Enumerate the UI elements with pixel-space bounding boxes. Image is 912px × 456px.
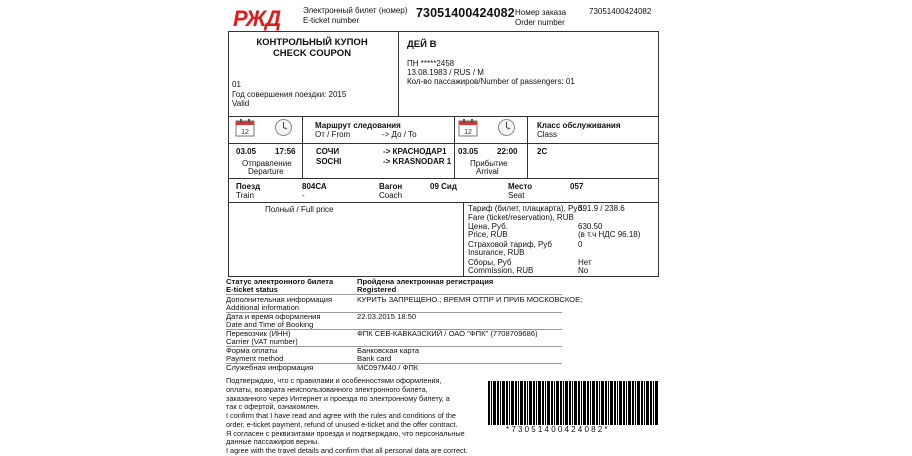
commission-value-en: No bbox=[578, 266, 589, 275]
from-station-en: SOCHI bbox=[316, 157, 342, 166]
order-label-ru: Номер заказа bbox=[515, 8, 567, 17]
barcode-bar bbox=[551, 381, 553, 425]
barcode-bar bbox=[605, 381, 607, 425]
booking-label-en: Date and Time of Booking bbox=[226, 320, 314, 329]
divider bbox=[228, 178, 659, 179]
price-label-en: Price, RUB bbox=[468, 230, 508, 239]
barcode bbox=[487, 381, 659, 425]
info-label-en: Additional information bbox=[226, 303, 300, 312]
svg-text:РЖД: РЖД bbox=[233, 6, 281, 31]
barcode-bar bbox=[626, 381, 627, 425]
valid-year: Год совершения поездки: 2015 bbox=[232, 90, 347, 99]
barcode-bar bbox=[608, 381, 609, 425]
confirm-line: Я согласен с реквизитами проезда и подтверждаю, что персональные bbox=[226, 428, 465, 438]
coach-label-ru: Вагон bbox=[379, 182, 403, 191]
commission-label-ru: Сборы, Руб bbox=[468, 258, 512, 267]
barcode-bar bbox=[538, 381, 541, 425]
train-dash: - bbox=[302, 191, 305, 200]
barcode-bar bbox=[554, 381, 555, 425]
passenger-birth: 13.08.1983 / RUS / M bbox=[407, 68, 484, 77]
payment-label-ru: Форма оплаты bbox=[226, 346, 278, 355]
barcode-bar bbox=[556, 381, 559, 425]
booking-label-ru: Дата и время оформления bbox=[226, 312, 321, 321]
class-value: 2С bbox=[537, 147, 548, 156]
tariff-label-ru: Тариф (билет, плацкарта), Руб. bbox=[468, 204, 585, 213]
train-label-en: Train bbox=[236, 191, 254, 200]
service-value: МС097М40 / ФПК bbox=[357, 363, 419, 372]
divider bbox=[228, 202, 659, 203]
route-from-label: От / From bbox=[315, 130, 351, 139]
insurance-label-en: Insurance, RUB bbox=[468, 248, 525, 257]
arrival-date: 03.05 bbox=[458, 147, 479, 156]
barcode-bar bbox=[509, 381, 510, 425]
barcode-bar bbox=[563, 381, 564, 425]
barcode-bar bbox=[599, 381, 600, 425]
barcode-bar bbox=[635, 381, 636, 425]
confirmation-text bbox=[226, 377, 478, 456]
barcode-bar bbox=[617, 381, 618, 425]
confirm-line: I confirm that I have read and agree with the rules and conditions of the bbox=[226, 411, 456, 420]
payment-label-en: Payment method bbox=[226, 354, 284, 363]
barcode-bar bbox=[493, 381, 496, 425]
coupon-code: 01 bbox=[232, 80, 241, 89]
barcode-bar bbox=[515, 381, 517, 425]
payment-value-en: Bank card bbox=[357, 354, 392, 363]
barcode-bar bbox=[632, 381, 634, 425]
barcode-bar bbox=[524, 381, 526, 425]
eticket-label-en: E-ticket number bbox=[303, 16, 360, 25]
coupon-title-ru: КОНТРОЛЬНЫЙ КУПОН bbox=[256, 37, 368, 48]
arrival-label-ru: Прибытие bbox=[470, 159, 508, 168]
passenger-count: Кол-во пассажиров/Number of passengers: 01 bbox=[407, 77, 575, 86]
barcode-bar bbox=[560, 381, 562, 425]
price-type: Полный / Full price bbox=[265, 205, 334, 214]
class-label-en: Class bbox=[537, 130, 558, 139]
confirm-line: данные пассажиров верны. bbox=[226, 437, 320, 447]
barcode-bar bbox=[502, 381, 505, 425]
svg-text:12: 12 bbox=[464, 129, 472, 136]
barcode-bar bbox=[644, 381, 645, 425]
route-to-label: -> До / To bbox=[382, 130, 417, 139]
carrier-value: ФПК СЕВ-КАВКАЗСКИЙ / ОАО "ФПК" (7708709686) bbox=[357, 329, 538, 338]
barcode-bar bbox=[610, 381, 613, 425]
divider bbox=[228, 116, 659, 117]
svg-text:12: 12 bbox=[241, 129, 249, 136]
price-label-ru: Цена, Руб. bbox=[468, 222, 508, 231]
passenger-name: ДЕЙ В bbox=[407, 39, 437, 50]
service-label: Служебная информация bbox=[226, 363, 314, 372]
arrival-label-en: Arrival bbox=[476, 167, 499, 176]
barcode-bar bbox=[637, 381, 640, 425]
divider bbox=[398, 31, 399, 117]
seat-value: 057 bbox=[570, 182, 584, 191]
from-station-ru: СОЧИ bbox=[316, 147, 340, 156]
barcode-bar bbox=[619, 381, 622, 425]
barcode-bar bbox=[533, 381, 535, 425]
barcode-bar bbox=[590, 381, 591, 425]
barcode-bar bbox=[545, 381, 546, 425]
info-value: КУРИТЬ ЗАПРЕЩЕНО.; ВРЕМЯ ОТПР И ПРИБ МОСКОВСКОЕ; bbox=[357, 295, 583, 304]
train-value: 804СА bbox=[302, 182, 327, 191]
commission-label-en: Commission, RUB bbox=[468, 266, 534, 275]
barcode-text: *73051400424082* bbox=[506, 425, 610, 434]
eticket-number: 73051400424082 bbox=[416, 6, 515, 20]
vat-value: (в т.ч НДС 96.18) bbox=[578, 230, 641, 239]
barcode-bar bbox=[583, 381, 586, 425]
payment-value-ru: Банковская карта bbox=[357, 346, 420, 355]
barcode-bar bbox=[653, 381, 654, 425]
barcode-bar bbox=[520, 381, 523, 425]
carrier-label-en: Carrier (VAT number) bbox=[226, 337, 298, 346]
class-label-ru: Класс обслуживания bbox=[537, 121, 621, 130]
barcode-bar bbox=[581, 381, 582, 425]
passenger-document: ПН *****2458 bbox=[407, 59, 455, 68]
valid-label: Valid bbox=[232, 99, 250, 108]
barcode-bar bbox=[569, 381, 571, 425]
status-label-en: E-ticket status bbox=[226, 285, 278, 294]
barcode-bar bbox=[587, 381, 589, 425]
barcode-bar bbox=[527, 381, 528, 425]
barcode-bar bbox=[565, 381, 568, 425]
clock-icon bbox=[497, 118, 516, 137]
order-number: 73051400424082 bbox=[589, 7, 652, 16]
barcode-bar bbox=[628, 381, 631, 425]
coach-value: 09 Сид bbox=[430, 182, 457, 191]
info-label-ru: Дополнительная информация bbox=[226, 295, 333, 304]
barcode-bar bbox=[542, 381, 544, 425]
barcode-bar bbox=[572, 381, 573, 425]
departure-time: 17:56 bbox=[275, 147, 296, 156]
barcode-bar bbox=[578, 381, 580, 425]
barcode-bar bbox=[614, 381, 616, 425]
barcode-bar bbox=[511, 381, 514, 425]
barcode-bar bbox=[601, 381, 604, 425]
barcode-bar bbox=[547, 381, 550, 425]
calendar-icon bbox=[458, 118, 478, 137]
departure-label-ru: Отправление bbox=[242, 159, 292, 168]
commission-value-ru: Нет bbox=[578, 258, 592, 267]
divider bbox=[302, 116, 303, 178]
barcode-bar bbox=[655, 381, 658, 425]
barcode-bar bbox=[592, 381, 595, 425]
train-label-ru: Поезд bbox=[236, 182, 261, 191]
confirm-line: order, e-ticket payment, refund of unused e-ticket and the offer contract. bbox=[226, 419, 458, 429]
seat-label-ru: Место bbox=[508, 182, 533, 191]
barcode-bar bbox=[506, 381, 508, 425]
insurance-label-ru: Страховой тариф, Руб bbox=[468, 240, 552, 249]
confirm-line: I agree with the travel details and confirm that all personal data are correct. bbox=[226, 446, 468, 455]
confirm-line: заказанного через Интернет и проезда по электронному билету, а bbox=[226, 393, 450, 403]
divider bbox=[527, 116, 528, 178]
clock-icon bbox=[274, 118, 293, 137]
confirm-line: так с офертой, ознакомлен. bbox=[226, 402, 320, 412]
tariff-label-en: Fare (ticket/reservation), RUB bbox=[468, 213, 574, 222]
confirm-line: оплаты, возврата неиспользованного электронного билета, bbox=[226, 384, 428, 394]
confirm-line: Подтверждаю, что с правилами и особенностями оформления, bbox=[226, 376, 442, 385]
status-label-ru: Статус электронного билета bbox=[226, 277, 334, 286]
departure-label-en: Departure bbox=[248, 167, 284, 176]
barcode-bar bbox=[500, 381, 501, 425]
carrier-label-ru: Перевозчик (ИНН) bbox=[226, 329, 291, 338]
insurance-value: 0 bbox=[578, 240, 583, 249]
barcode-bar bbox=[623, 381, 625, 425]
eticket-label-ru: Электронный билет (номер) bbox=[303, 6, 408, 15]
barcode-bar bbox=[650, 381, 652, 425]
arrival-time: 22:00 bbox=[497, 147, 518, 156]
divider bbox=[463, 202, 464, 277]
barcode-bar bbox=[596, 381, 598, 425]
calendar-icon bbox=[235, 118, 255, 137]
barcode-bar bbox=[641, 381, 643, 425]
divider bbox=[454, 116, 455, 178]
barcode-bar bbox=[574, 381, 577, 425]
to-station-en: -> KRASNODAR 1 bbox=[383, 157, 452, 166]
tariff-value: 391.9 / 238.6 bbox=[578, 204, 625, 213]
departure-date: 03.05 bbox=[236, 147, 257, 156]
status-value-ru: Пройдена электронная регистрация bbox=[357, 277, 494, 286]
seat-label-en: Seat bbox=[508, 191, 525, 200]
route-label: Маршрут следования bbox=[315, 121, 401, 130]
barcode-bar bbox=[646, 381, 649, 425]
price-value: 630.50 bbox=[578, 222, 603, 231]
order-label-en: Order number bbox=[515, 18, 565, 27]
barcode-bar bbox=[518, 381, 519, 425]
barcode-bar bbox=[536, 381, 537, 425]
barcode-bar bbox=[529, 381, 532, 425]
rzd-logo bbox=[231, 6, 287, 30]
coach-label-en: Coach bbox=[379, 191, 403, 200]
barcode-bar bbox=[488, 381, 490, 425]
booking-value: 22.03.2015 18:50 bbox=[357, 312, 417, 321]
to-station-ru: -> КРАСНОДАР1 bbox=[383, 147, 447, 156]
barcode-bar bbox=[497, 381, 499, 425]
divider bbox=[228, 143, 659, 144]
status-value-en: Registered bbox=[357, 285, 397, 294]
barcode-bar bbox=[491, 381, 492, 425]
coupon-title-en: CHECK COUPON bbox=[272, 48, 352, 59]
